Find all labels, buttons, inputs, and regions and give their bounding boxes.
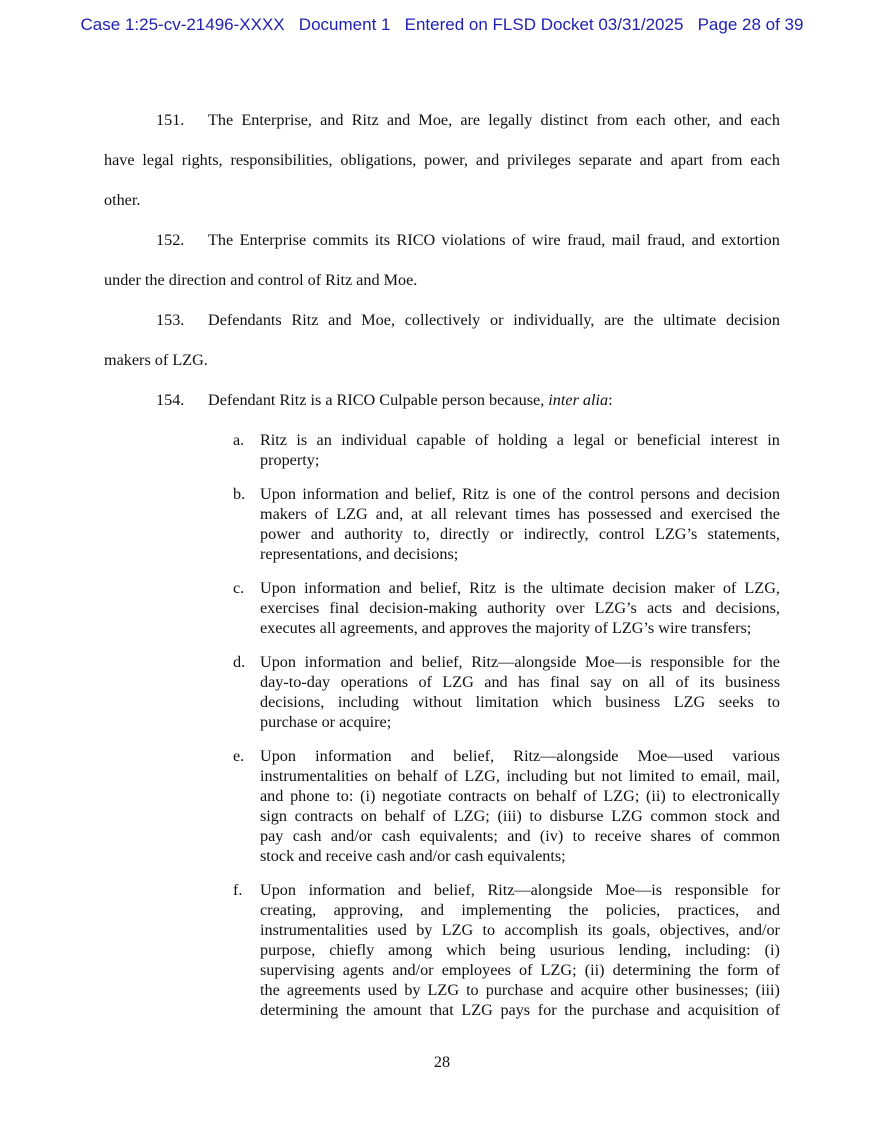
sub-item-line: instrumentalities used by LZG to accomplish its goals, objectives, and/or bbox=[260, 921, 780, 939]
docket-header: Case 1:25-cv-21496-XXXX Document 1 Entered on FLSD Docket 03/31/2025 Page 28 of 39 bbox=[80, 15, 804, 34]
paragraph-line bbox=[104, 220, 780, 260]
sub-item-letter: c. bbox=[233, 579, 245, 597]
paragraph-text: other. bbox=[104, 191, 141, 209]
numbered-paragraph bbox=[104, 220, 780, 300]
sub-item-line: stock and receive cash and/or cash equivalents; bbox=[260, 847, 566, 865]
sub-item-line: and phone to: (i) negotiate contracts on behalf of LZG; (ii) to electronically bbox=[260, 787, 780, 805]
paragraph-text: makers of LZG. bbox=[104, 351, 208, 369]
numbered-paragraph bbox=[104, 380, 780, 420]
sub-item-line: day-to-day operations of LZG and has final say on all of its business bbox=[260, 673, 780, 691]
sub-item-line: purpose, chiefly among which being usurious lending, including: (i) bbox=[260, 941, 780, 959]
document-body bbox=[104, 100, 780, 1034]
numbered-paragraph bbox=[104, 100, 780, 220]
paragraph-number: 152. bbox=[156, 231, 185, 249]
sub-item-line: instrumentalities on behalf of LZG, including but not limited to email, mail, bbox=[260, 767, 780, 785]
italic-phrase: inter alia bbox=[548, 391, 609, 409]
paragraph-number: 153. bbox=[156, 311, 185, 329]
sub-item-line: Upon information and belief, Ritz—alongside Moe—is responsible for the bbox=[260, 653, 780, 671]
sub-item-line: makers of LZG and, at all relevant times has possessed and exercised the bbox=[260, 505, 780, 523]
sub-item-line: sign contracts on behalf of LZG; (iii) to disburse LZG common stock and bbox=[260, 807, 780, 825]
sub-item-line: supervising agents and/or employees of LZG; (ii) determining the form of bbox=[260, 961, 780, 979]
paragraph-text: under the direction and control of Ritz and Moe. bbox=[104, 271, 418, 289]
paragraph-text-suffix: : bbox=[608, 391, 613, 409]
numbered-paragraph bbox=[104, 300, 780, 380]
sub-item-line: determining the amount that LZG pays for the purchase and acquisition of bbox=[260, 1001, 780, 1019]
sub-item-line: exercises final decision-making authority over LZG’s acts and decisions, bbox=[260, 599, 780, 617]
numbered-paragraphs bbox=[104, 100, 780, 420]
sub-item-line: Ritz is an individual capable of holding a legal or beneficial interest in bbox=[260, 431, 780, 449]
sub-item-line: creating, approving, and implementing the policies, practices, and bbox=[260, 901, 780, 919]
paragraph-line bbox=[104, 340, 780, 380]
sub-item-line: Upon information and belief, Ritz is the ultimate decision maker of LZG, bbox=[260, 579, 780, 597]
sub-item-b bbox=[104, 484, 780, 564]
paragraph-line bbox=[104, 380, 780, 420]
paragraph-number: 154. bbox=[156, 391, 185, 409]
paragraph-text: have legal rights, responsibilities, obligations, power, and privileges separate and apart from each bbox=[104, 151, 780, 169]
sub-item-line: representations, and decisions; bbox=[260, 545, 459, 563]
sub-item-f bbox=[104, 880, 780, 1020]
sub-item-line: purchase or acquire; bbox=[260, 713, 392, 731]
paragraph-text: Defendant Ritz is a RICO Culpable person because, bbox=[208, 391, 549, 409]
paragraph-line bbox=[104, 140, 780, 180]
paragraph-text: Defendants Ritz and Moe, collectively or individually, are the ultimate decision bbox=[208, 311, 780, 329]
sub-item-letter: d. bbox=[233, 653, 246, 671]
sub-item-a bbox=[104, 430, 780, 470]
sub-item-line: the agreements used by LZG to purchase and acquire other businesses; (iii) bbox=[260, 981, 780, 999]
sub-item-d bbox=[104, 652, 780, 732]
sub-item-line: power and authority to, directly or indirectly, control LZG’s statements, bbox=[260, 525, 780, 543]
sub-item-line: decisions, including without limitation which business LZG seeks to bbox=[260, 693, 780, 711]
sub-item-c bbox=[104, 578, 780, 638]
sub-item-line: executes all agreements, and approves the majority of LZG’s wire transfers; bbox=[260, 619, 752, 637]
paragraph-line bbox=[104, 180, 780, 220]
page-number: 28 bbox=[433, 1053, 451, 1071]
sub-item-line: Upon information and belief, Ritz—alongside Moe—used various bbox=[260, 747, 780, 765]
sub-item-line: Upon information and belief, Ritz—alongside Moe—is responsible for bbox=[260, 881, 780, 899]
paragraph-text: The Enterprise, and Ritz and Moe, are legally distinct from each other, and each bbox=[208, 111, 780, 129]
sub-item-letter: a. bbox=[233, 431, 245, 449]
sub-item-list bbox=[104, 430, 780, 1020]
paragraph-text: The Enterprise commits its RICO violations of wire fraud, mail fraud, and extortion bbox=[208, 231, 780, 249]
sub-item-letter: b. bbox=[233, 485, 246, 503]
sub-item-line: pay cash and/or cash equivalents; and (iv) to receive shares of common bbox=[260, 827, 780, 845]
sub-item-line: Upon information and belief, Ritz is one of the control persons and decision bbox=[260, 485, 780, 503]
sub-item-letter: e. bbox=[233, 747, 245, 765]
paragraph-line bbox=[104, 300, 780, 340]
sub-item-e bbox=[104, 746, 780, 866]
sub-item-letter: f. bbox=[233, 881, 243, 899]
paragraph-line bbox=[104, 260, 780, 300]
sub-item-line: property; bbox=[260, 451, 320, 469]
paragraph-line bbox=[104, 100, 780, 140]
paragraph-number: 151. bbox=[156, 111, 185, 129]
